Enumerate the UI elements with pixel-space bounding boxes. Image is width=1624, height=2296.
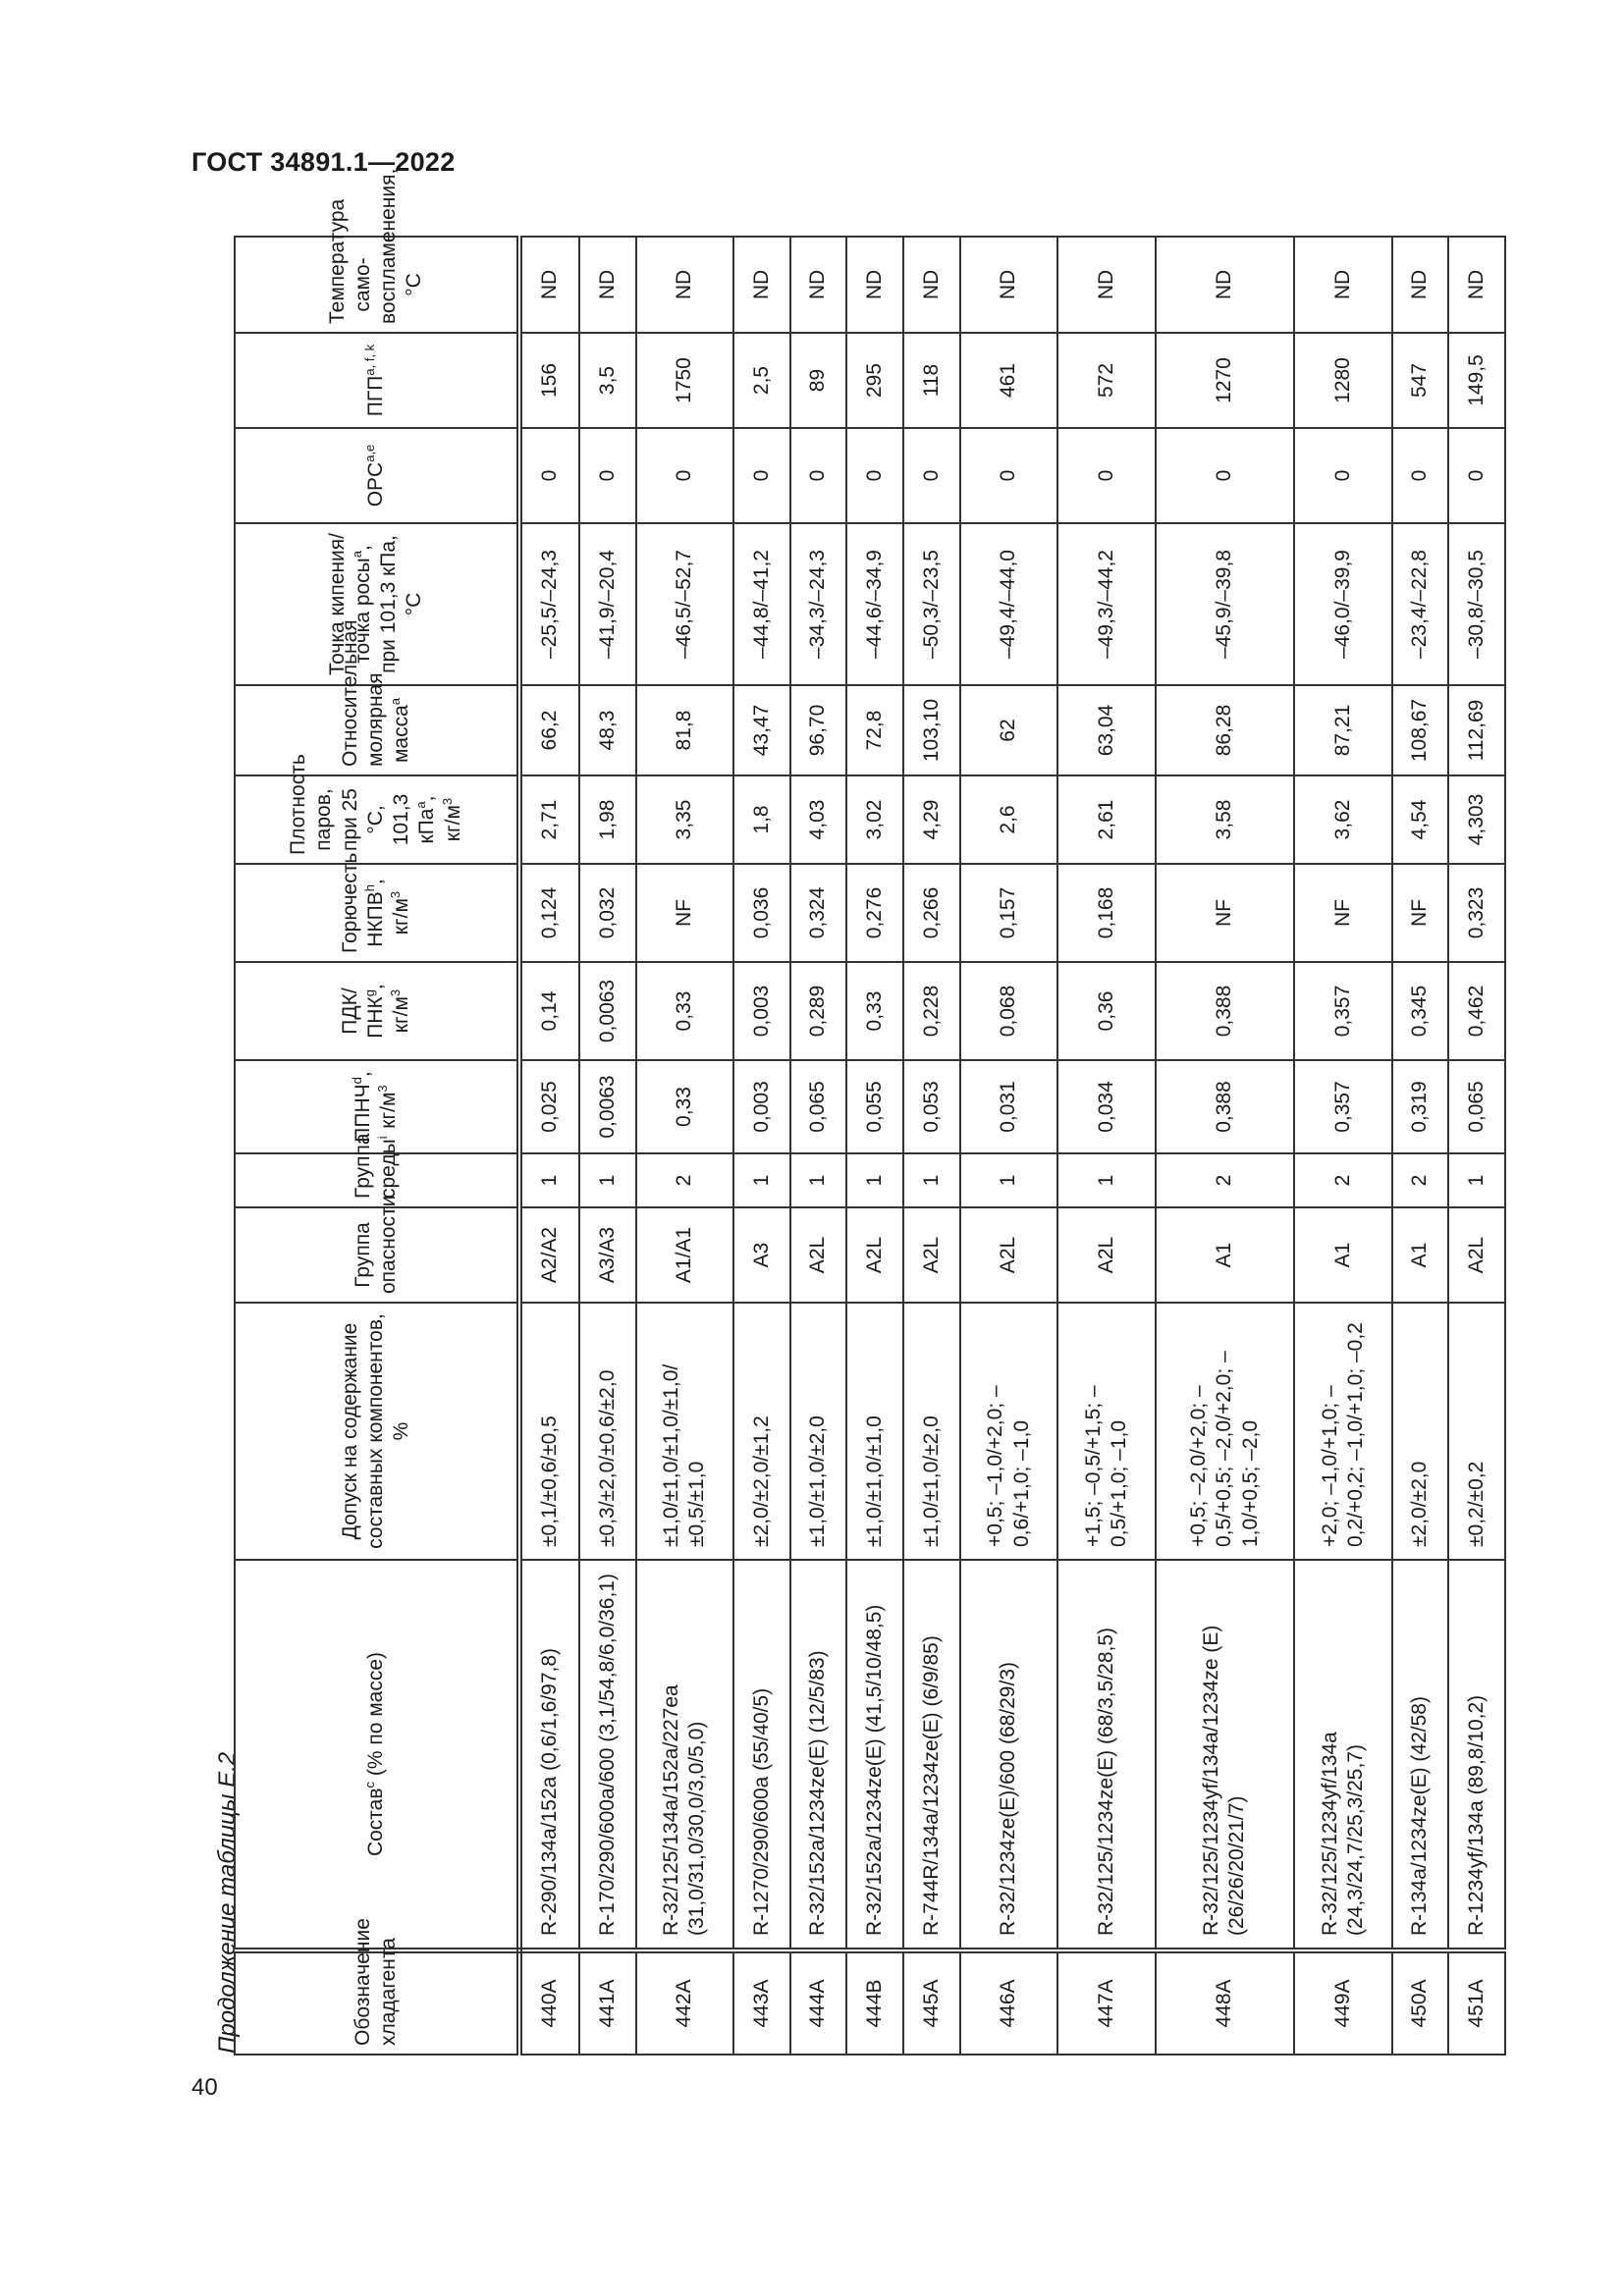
cell-designation: 443A — [733, 1950, 790, 2055]
cell-tolerance: +1,5; –0,5/+1,5; –0,5/+1,0; –1,0 — [1057, 1303, 1155, 1560]
column-header-ods: OPC$^{a,e}$ — [235, 428, 519, 523]
cell-tolerance: ±0,1/±0,6/±0,5 — [519, 1303, 579, 1560]
cell-flammability: 0,323 — [1448, 864, 1505, 962]
table-row — [733, 237, 790, 2055]
cell-hazard-group: A2L — [846, 1207, 903, 1303]
cell-hazard-group: A2L — [1057, 1207, 1155, 1303]
refrigerant-table — [234, 168, 1506, 2056]
cell-boiling-dew-point: –44,8/–41,2 — [733, 523, 790, 685]
cell-pnch: 0,055 — [846, 1060, 903, 1153]
table-body — [519, 237, 1505, 2055]
cell-boiling-dew-point: –41,9/–20,4 — [579, 523, 636, 685]
cell-vapor-density: 4,54 — [1392, 775, 1449, 864]
cell-boiling-dew-point: –46,5/–52,7 — [636, 523, 733, 685]
cell-autoignition-temp: ND — [1057, 237, 1155, 333]
cell-medium-group: 1 — [1448, 1153, 1505, 1207]
cell-designation: 446A — [960, 1950, 1057, 2055]
cell-pnch: 0,034 — [1057, 1060, 1155, 1153]
cell-vapor-density: 2,61 — [1057, 775, 1155, 864]
cell-autoignition-temp: ND — [846, 237, 903, 333]
column-header-pnch: ППНЧ$^d$, $кг/м^3$ — [235, 1060, 519, 1153]
cell-pnch: 0,33 — [636, 1060, 733, 1153]
cell-pnch: 0,357 — [1294, 1060, 1391, 1153]
cell-designation: 449A — [1294, 1950, 1391, 2055]
column-header-molar-mass: Относительная молярная масса$^a$ — [235, 685, 519, 775]
column-header-tolerance: Допуск на содержание составных компонентов, % — [235, 1303, 519, 1560]
table-header-row — [235, 237, 519, 2055]
cell-composition: R-32/152a/1234ze(E) (12/5/83) — [790, 1560, 847, 1950]
cell-gwp: 118 — [903, 333, 960, 428]
cell-gwp: 2,5 — [733, 333, 790, 428]
cell-pdk-pnk: 0,33 — [636, 962, 733, 1060]
cell-vapor-density: 3,58 — [1156, 775, 1294, 864]
cell-designation: 444A — [790, 1950, 847, 2055]
cell-pnch: 0,0063 — [579, 1060, 636, 1153]
cell-pnch: 0,031 — [960, 1060, 1057, 1153]
cell-hazard-group: A1 — [1392, 1207, 1449, 1303]
cell-medium-group: 1 — [519, 1153, 579, 1207]
cell-designation: 441A — [579, 1950, 636, 2055]
cell-ods: 0 — [846, 428, 903, 523]
table-caption: Продолжение таблицы Е.2 — [214, 1751, 241, 2054]
column-header-boiling-dew-point: Точка кипения/точка росы$^a$, при 101,3 кПа, °С — [235, 523, 519, 685]
cell-flammability: 0,157 — [960, 864, 1057, 962]
cell-medium-group: 2 — [1392, 1153, 1449, 1207]
cell-ods: 0 — [960, 428, 1057, 523]
document-header: ГОСТ 34891.1—2022 — [191, 147, 456, 177]
cell-tolerance: +0,5; –2,0/+2,0; –0,5/+0,5; –2,0/+2,0; –1,0/+0,5; –2,0 — [1156, 1303, 1294, 1560]
cell-pdk-pnk: 0,003 — [733, 962, 790, 1060]
cell-medium-group: 2 — [636, 1153, 733, 1207]
cell-medium-group: 1 — [733, 1153, 790, 1207]
cell-flammability: 0,032 — [579, 864, 636, 962]
cell-ods: 0 — [579, 428, 636, 523]
cell-flammability: 0,266 — [903, 864, 960, 962]
cell-hazard-group: A2L — [790, 1207, 847, 1303]
cell-autoignition-temp: ND — [519, 237, 579, 333]
cell-molar-mass: 112,69 — [1448, 685, 1505, 775]
cell-ods: 0 — [519, 428, 579, 523]
cell-designation: 448A — [1156, 1950, 1294, 2055]
cell-tolerance: ±2,0/±2,0 — [1392, 1303, 1449, 1560]
cell-autoignition-temp: ND — [960, 237, 1057, 333]
cell-pdk-pnk: 0,388 — [1156, 962, 1294, 1060]
table-row — [960, 237, 1057, 2055]
cell-composition: R-170/290/600a/600 (3,1/54,8/6,0/36,1) — [579, 1560, 636, 1950]
table-row — [1392, 237, 1449, 2055]
table-row — [1448, 237, 1505, 2055]
cell-pdk-pnk: 0,289 — [790, 962, 847, 1060]
cell-pnch: 0,003 — [733, 1060, 790, 1153]
cell-autoignition-temp: ND — [1392, 237, 1449, 333]
column-header-hazard-group: Группа опасности — [235, 1207, 519, 1303]
cell-ods: 0 — [1392, 428, 1449, 523]
cell-tolerance: ±1,0/±1,0/±1,0 — [846, 1303, 903, 1560]
cell-medium-group: 1 — [790, 1153, 847, 1207]
cell-tolerance: ±1,0/±1,0/±2,0 — [790, 1303, 847, 1560]
cell-medium-group: 2 — [1156, 1153, 1294, 1207]
cell-molar-mass: 103,10 — [903, 685, 960, 775]
cell-molar-mass: 63,04 — [1057, 685, 1155, 775]
cell-gwp: 89 — [790, 333, 847, 428]
cell-pnch: 0,053 — [903, 1060, 960, 1153]
column-header-gwp: ПГП$^{a, f, k}$ — [235, 333, 519, 428]
cell-vapor-density: 3,35 — [636, 775, 733, 864]
cell-flammability: 0,276 — [846, 864, 903, 962]
cell-flammability: NF — [636, 864, 733, 962]
cell-flammability: NF — [1156, 864, 1294, 962]
table-row — [903, 237, 960, 2055]
cell-composition: R-134a/1234ze(E) (42/58) — [1392, 1560, 1449, 1950]
cell-hazard-group: A2L — [1448, 1207, 1505, 1303]
cell-boiling-dew-point: –44,6/–34,9 — [846, 523, 903, 685]
cell-molar-mass: 86,28 — [1156, 685, 1294, 775]
cell-hazard-group: A1 — [1156, 1207, 1294, 1303]
cell-composition: R-744R/134a/1234ze(E) (6/9/85) — [903, 1560, 960, 1950]
cell-pdk-pnk: 0,14 — [519, 962, 579, 1060]
cell-molar-mass: 81,8 — [636, 685, 733, 775]
cell-gwp: 295 — [846, 333, 903, 428]
cell-composition: R-32/125/1234yf/134a/1234ze (E) (26/26/20/21/7) — [1156, 1560, 1294, 1950]
cell-boiling-dew-point: –45,9/–39,8 — [1156, 523, 1294, 685]
cell-ods: 0 — [1057, 428, 1155, 523]
cell-boiling-dew-point: –23,4/–22,8 — [1392, 523, 1449, 685]
cell-boiling-dew-point: –50,3/–23,5 — [903, 523, 960, 685]
cell-flammability: 0,168 — [1057, 864, 1155, 962]
cell-tolerance: +2,0; –1,0/+1,0; –0,2/+0,2; –1,0/+1,0; –0,2 — [1294, 1303, 1391, 1560]
cell-pdk-pnk: 0,228 — [903, 962, 960, 1060]
cell-designation: 444B — [846, 1950, 903, 2055]
cell-pnch: 0,025 — [519, 1060, 579, 1153]
cell-medium-group: 1 — [1057, 1153, 1155, 1207]
column-header-flammability: Горючесть НКПВ$^h$, $кг/м^3$ — [235, 864, 519, 962]
cell-vapor-density: 1,8 — [733, 775, 790, 864]
cell-vapor-density: 3,02 — [846, 775, 903, 864]
cell-boiling-dew-point: –46,0/–39,9 — [1294, 523, 1391, 685]
cell-tolerance: ±1,0/±1,0/±1,0/±1,0/ ±0,5/±1,0 — [636, 1303, 733, 1560]
cell-vapor-density: 4,03 — [790, 775, 847, 864]
cell-boiling-dew-point: –49,4/–44,0 — [960, 523, 1057, 685]
cell-ods: 0 — [1294, 428, 1391, 523]
cell-medium-group: 1 — [960, 1153, 1057, 1207]
cell-autoignition-temp: ND — [733, 237, 790, 333]
cell-vapor-density: 4,303 — [1448, 775, 1505, 864]
cell-flammability: 0,036 — [733, 864, 790, 962]
cell-medium-group: 1 — [579, 1153, 636, 1207]
cell-designation: 440A — [519, 1950, 579, 2055]
cell-molar-mass: 72,8 — [846, 685, 903, 775]
cell-autoignition-temp: ND — [579, 237, 636, 333]
table-row — [519, 237, 579, 2055]
page-number: 40 — [191, 2074, 218, 2101]
cell-designation: 442A — [636, 1950, 733, 2055]
cell-autoignition-temp: ND — [1156, 237, 1294, 333]
column-header-vapor-density: Плотность паров, при 25 °С, 101,3 кПа$^a$, $кг/м^3$ — [235, 775, 519, 864]
cell-boiling-dew-point: –30,8/–30,5 — [1448, 523, 1505, 685]
cell-molar-mass: 43,47 — [733, 685, 790, 775]
cell-boiling-dew-point: –34,3/–24,3 — [790, 523, 847, 685]
cell-ods: 0 — [733, 428, 790, 523]
cell-vapor-density: 2,6 — [960, 775, 1057, 864]
cell-vapor-density: 1,98 — [579, 775, 636, 864]
cell-tolerance: +0,5; –1,0/+2,0; –0,6/+1,0; –1,0 — [960, 1303, 1057, 1560]
cell-pnch: 0,388 — [1156, 1060, 1294, 1153]
cell-ods: 0 — [1156, 428, 1294, 523]
cell-pdk-pnk: 0,068 — [960, 962, 1057, 1060]
cell-gwp: 156 — [519, 333, 579, 428]
cell-pdk-pnk: 0,0063 — [579, 962, 636, 1060]
cell-designation: 447A — [1057, 1950, 1155, 2055]
cell-molar-mass: 87,21 — [1294, 685, 1391, 775]
cell-pdk-pnk: 0,462 — [1448, 962, 1505, 1060]
cell-flammability: NF — [1294, 864, 1391, 962]
cell-pdk-pnk: 0,345 — [1392, 962, 1449, 1060]
table-row — [1156, 237, 1294, 2055]
cell-medium-group: 1 — [903, 1153, 960, 1207]
cell-autoignition-temp: ND — [1294, 237, 1391, 333]
cell-pdk-pnk: 0,33 — [846, 962, 903, 1060]
column-header-pdk-pnk: ПДК/ПНК$^g$, $кг/м^3$ — [235, 962, 519, 1060]
cell-autoignition-temp: ND — [903, 237, 960, 333]
cell-medium-group: 1 — [846, 1153, 903, 1207]
cell-pnch: 0,319 — [1392, 1060, 1449, 1153]
cell-designation: 445A — [903, 1950, 960, 2055]
cell-pdk-pnk: 0,36 — [1057, 962, 1155, 1060]
cell-gwp: 547 — [1392, 333, 1449, 428]
column-header-designation: Обозначение хладагента — [235, 1950, 519, 2055]
cell-gwp: 1280 — [1294, 333, 1391, 428]
cell-vapor-density: 3,62 — [1294, 775, 1391, 864]
cell-gwp: 1270 — [1156, 333, 1294, 428]
cell-medium-group: 2 — [1294, 1153, 1391, 1207]
cell-tolerance: ±0,3/±2,0/±0,6/±2,0 — [579, 1303, 636, 1560]
cell-composition: R-32/125/1234yf/134a (24,3/24,7/25,3/25,7) — [1294, 1560, 1391, 1950]
cell-ods: 0 — [903, 428, 960, 523]
cell-molar-mass: 66,2 — [519, 685, 579, 775]
cell-composition: R-1270/290/600a (55/40/5) — [733, 1560, 790, 1950]
cell-designation: 451A — [1448, 1950, 1505, 2055]
cell-tolerance: ±1,0/±1,0/±2,0 — [903, 1303, 960, 1560]
cell-boiling-dew-point: –25,5/–24,3 — [519, 523, 579, 685]
cell-molar-mass: 96,70 — [790, 685, 847, 775]
cell-pnch: 0,065 — [1448, 1060, 1505, 1153]
cell-vapor-density: 4,29 — [903, 775, 960, 864]
table-row — [579, 237, 636, 2055]
cell-hazard-group: A1 — [1294, 1207, 1391, 1303]
cell-tolerance: ±0,2/±0,2 — [1448, 1303, 1505, 1560]
cell-pnch: 0,065 — [790, 1060, 847, 1153]
cell-tolerance: ±2,0/±2,0/±1,2 — [733, 1303, 790, 1560]
table-row — [1294, 237, 1391, 2055]
table-row — [636, 237, 733, 2055]
cell-vapor-density: 2,71 — [519, 775, 579, 864]
cell-hazard-group: A1/A1 — [636, 1207, 733, 1303]
cell-ods: 0 — [636, 428, 733, 523]
cell-molar-mass: 62 — [960, 685, 1057, 775]
rotated-table-container — [234, 168, 1506, 2056]
table-row — [846, 237, 903, 2055]
cell-ods: 0 — [1448, 428, 1505, 523]
cell-hazard-group: A2L — [903, 1207, 960, 1303]
table-row — [1057, 237, 1155, 2055]
cell-designation: 450A — [1392, 1950, 1449, 2055]
cell-flammability: 0,124 — [519, 864, 579, 962]
column-header-autoignition-temp: Температура само-воспламенения, °С — [235, 237, 519, 333]
cell-ods: 0 — [790, 428, 847, 523]
table-row — [790, 237, 847, 2055]
cell-gwp: 149,5 — [1448, 333, 1505, 428]
cell-composition: R-32/125/134a/152a/227ea (31,0/31,0/30,0/3,0/5,0) — [636, 1560, 733, 1950]
cell-composition: R-32/1234ze(E)/600 (68/29/3) — [960, 1560, 1057, 1950]
cell-hazard-group: A3/A3 — [579, 1207, 636, 1303]
cell-pdk-pnk: 0,357 — [1294, 962, 1391, 1060]
cell-hazard-group: A2L — [960, 1207, 1057, 1303]
cell-autoignition-temp: ND — [1448, 237, 1505, 333]
column-header-medium-group: Группа среды$^i$ — [235, 1153, 519, 1207]
cell-hazard-group: A3 — [733, 1207, 790, 1303]
cell-molar-mass: 108,67 — [1392, 685, 1449, 775]
column-header-composition: Состав$^c$ (% по массе) — [235, 1560, 519, 1950]
cell-flammability: 0,324 — [790, 864, 847, 962]
cell-gwp: 1750 — [636, 333, 733, 428]
cell-flammability: NF — [1392, 864, 1449, 962]
cell-hazard-group: A2/A2 — [519, 1207, 579, 1303]
cell-composition: R-1234yf/134a (89,8/10,2) — [1448, 1560, 1505, 1950]
cell-autoignition-temp: ND — [790, 237, 847, 333]
cell-molar-mass: 48,3 — [579, 685, 636, 775]
cell-autoignition-temp: ND — [636, 237, 733, 333]
cell-composition: R-290/134a/152a (0,6/1,6/97,8) — [519, 1560, 579, 1950]
cell-boiling-dew-point: –49,3/–44,2 — [1057, 523, 1155, 685]
cell-composition: R-32/125/1234ze(E) (68/3,5/28,5) — [1057, 1560, 1155, 1950]
cell-gwp: 461 — [960, 333, 1057, 428]
cell-gwp: 3,5 — [579, 333, 636, 428]
cell-gwp: 572 — [1057, 333, 1155, 428]
cell-composition: R-32/152a/1234ze(E) (41,5/10/48,5) — [846, 1560, 903, 1950]
